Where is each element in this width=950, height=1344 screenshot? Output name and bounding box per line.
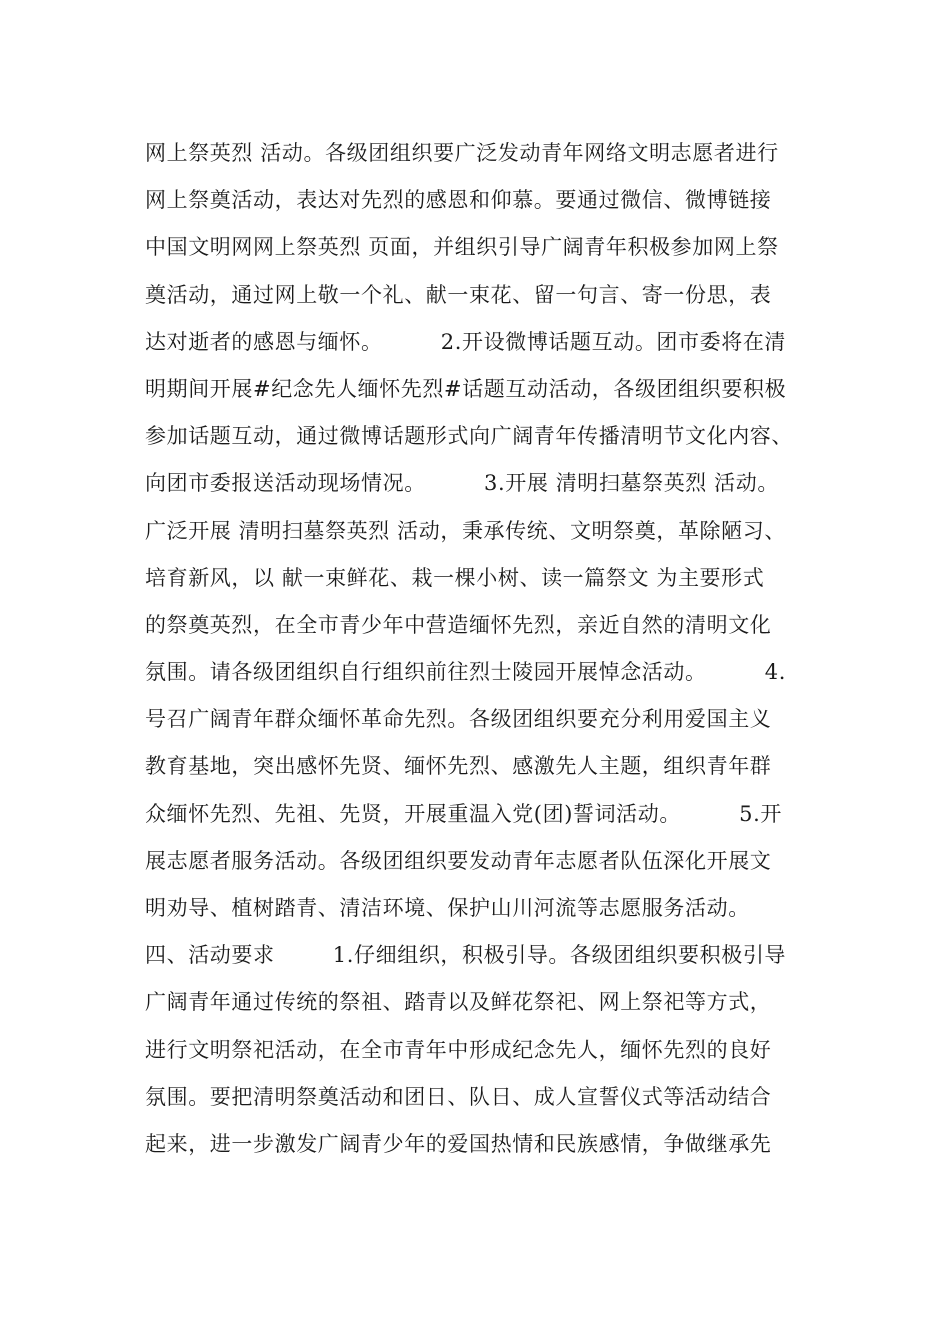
text-line: 广泛开展 清明扫墓祭英烈 活动，秉承传统、文明祭奠，革除陋习、: [145, 518, 786, 543]
text-line: 培育新风，以 献一束鲜花、栽一棵小树、读一篇祭文 为主要形式: [145, 565, 765, 590]
text-line: 达对逝者的感恩与缅怀。 2.开设微博话题互动。团市委将在清: [145, 329, 787, 354]
body-text: [145, 130, 825, 1168]
text-line: 四、活动要求 1.仔细组织，积极引导。各级团组织要积极引导: [145, 943, 787, 968]
text-line: 奠活动，通过网上敬一个礼、献一束花、留一句言、寄一份思，表: [145, 282, 772, 307]
text-line: 网上祭英烈 活动。各级团组织要广泛发动青年网络文明志愿者进行: [145, 141, 779, 165]
text-line: 明期间开展#纪念先人缅怀先烈#话题互动活动，各级团组织要积极: [145, 376, 787, 401]
text-line: 进行文明祭祀活动，在全市青年中形成纪念先人，缅怀先烈的良好: [145, 1037, 772, 1062]
text-line: 向团市委报送活动现场情况。 3.开展 清明扫墓祭英烈 活动。: [145, 471, 779, 496]
text-line: 广阔青年通过传统的祭祖、踏青以及鲜花祭祀、网上祭祀等方式，: [145, 990, 772, 1015]
text-line: 中国文明网网上祭英烈 页面，并组织引导广阔青年积极参加网上祭: [145, 235, 779, 260]
text-line: 明劝导、植树踏青、清洁环境、保护山川河流等志愿服务活动。: [145, 896, 750, 920]
text-line: 氛围。要把清明祭奠活动和团日、队日、成人宣誓仪式等活动结合: [145, 1084, 772, 1109]
text-line: 众缅怀先烈、先祖、先贤，开展重温入党(团)誓词活动。 5.开: [145, 801, 783, 826]
text-line: 起来，进一步激发广阔青少年的爱国热情和民族感情，争做继承先: [145, 1131, 772, 1156]
text-line: 参加话题互动，通过微博话题形式向广阔青年传播清明节文化内容、: [145, 424, 793, 449]
text-line: 展志愿者服务活动。各级团组织要发动青年志愿者队伍深化开展文: [145, 848, 772, 873]
text-line: 氛围。请各级团组织自行组织前往烈士陵园开展悼念活动。 4.: [145, 660, 787, 685]
text-line: 的祭奠英烈，在全市青少年中营造缅怀先烈，亲近自然的清明文化: [145, 612, 772, 637]
text-line: 网上祭奠活动，表达对先烈的感恩和仰慕。要通过微信、微博链接: [145, 188, 772, 213]
text-line: 教育基地，突出感怀先贤、缅怀先烈、感激先人主题，组织青年群: [145, 754, 772, 779]
text-line: 号召广阔青年群众缅怀革命先烈。各级团组织要充分利用爱国主义: [145, 707, 772, 732]
